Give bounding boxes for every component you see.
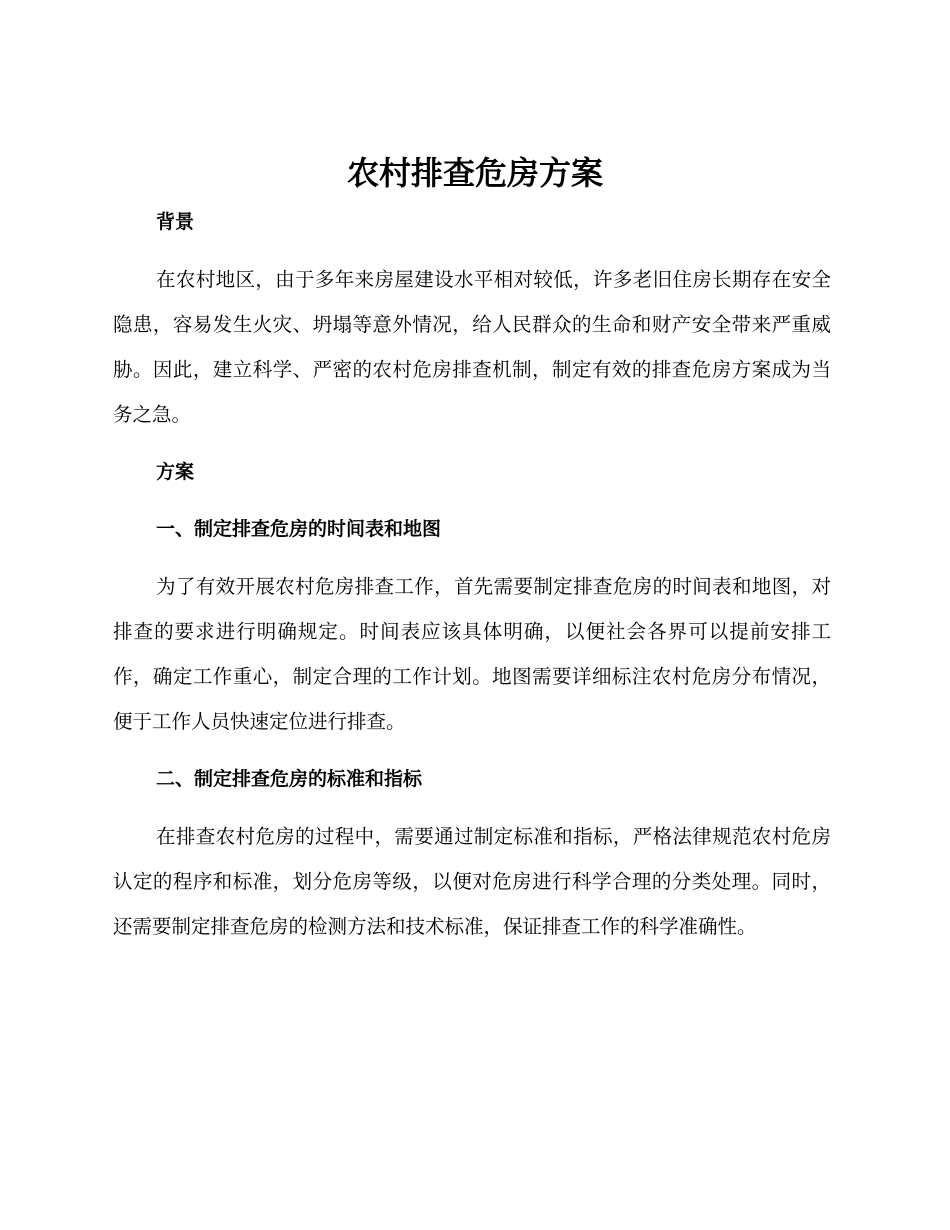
section-heading-timetable-map: 一、制定排查危房的时间表和地图 [156,518,442,540]
section-heading-plan: 方案 [156,461,195,483]
section-paragraph-standards: 在排查农村危房的过程中，需要通过制定标准和指标，严格法律规范农村危房认定的程序和标准，划分危房等级，以便对危房进行科学合理的分类处理。同时，还需要制定排查危房的检测方法和技术标准，保证排查工作的科学准确性。 [113,825,831,938]
section-heading-standards: 二、制定排查危房的标准和指标 [156,768,423,790]
document-title: 农村排查危房方案 [346,154,603,192]
section-paragraph-background: 在农村地区，由于多年来房屋建设水平相对较低，许多老旧住房长期存在安全隐患，容易发生火灾、坍塌等意外情况，给人民群众的生命和财产安全带来严重威胁。因此，建立科学、严密的农村危房排查机制，制定有效的排查危房方案成为当务之急。 [113,268,831,426]
section-heading-background: 背景 [156,211,195,233]
section-paragraph-timetable-map: 为了有效开展农村危房排查工作，首先需要制定排查危房的时间表和地图，对排查的要求进行明确规定。时间表应该具体明确，以便社会各界可以提前安排工作，确定工作重心，制定合理的工作计划。地图需要详细标注农村危房分布情况，便于工作人员快速定位进行排查。 [113,575,831,733]
